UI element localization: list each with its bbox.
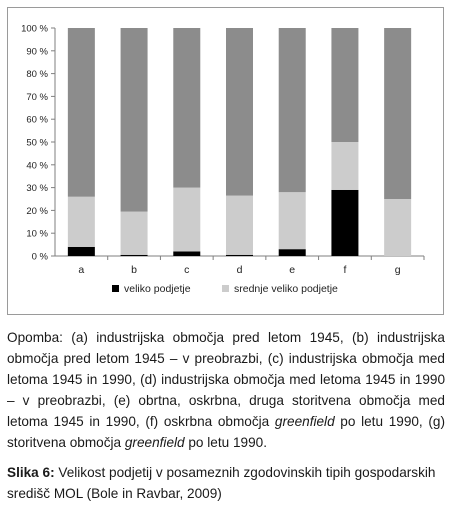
y-tick-label: 10 %	[26, 228, 48, 240]
bar-segment-d-2	[226, 196, 253, 255]
chart-note	[7, 327, 445, 453]
note-em-1: greenfield	[274, 414, 335, 429]
y-tick-label: 80 %	[26, 69, 48, 81]
bar-segment-f-3	[331, 28, 358, 142]
bar-segment-c-3	[173, 28, 200, 188]
y-tick-label: 40 %	[26, 160, 48, 172]
bar-segment-a-1	[68, 247, 95, 256]
bar-segment-d-3	[226, 28, 253, 196]
note-suffix: po letu 1990.	[184, 435, 267, 450]
bar-segment-a-2	[68, 197, 95, 247]
note-em-2: greenfield	[124, 435, 185, 450]
y-tick-label: 50 %	[26, 137, 48, 149]
bar-segment-e-1	[279, 249, 306, 256]
x-tick-label: c	[184, 264, 190, 276]
x-tick-label: g	[394, 264, 401, 276]
note-mid: po letu 1990, (g) storitvena območja	[7, 414, 445, 450]
note-prefix: Opomba: (a) industrijska območja pred letom 1945, (b) industrijska območja pred letom 1945 – v preobrazbi, (c) industrijska območja med letoma 1945 in 1990, (d) industrijska območja med letoma 1945 in 1990 – v preobrazbi, (e) obrtna, oskrbna, druga storitvena območja med letoma 1945 in 1990, (f) oskrbna območja	[7, 330, 445, 429]
bar-segment-b-1	[121, 255, 148, 256]
bar-segment-c-2	[173, 188, 200, 252]
legend-swatch	[222, 285, 229, 292]
bar-segment-g-3	[384, 28, 411, 199]
bar-segment-e-3	[279, 28, 306, 192]
caption-text: Velikost podjetij v posameznih zgodovinskih tipih gospodarskih središč MOL (Bole in Ravbar, 2009)	[7, 465, 436, 501]
y-tick-label: 30 %	[26, 183, 48, 195]
y-tick-label: 90 %	[26, 46, 48, 58]
bar-segment-g-2	[384, 199, 411, 256]
y-tick-label: 100 %	[21, 23, 48, 35]
y-tick-label: 70 %	[26, 91, 48, 103]
bar-segment-b-2	[121, 212, 148, 255]
bar-segment-f-2	[331, 142, 358, 190]
x-tick-label: a	[78, 264, 85, 276]
bar-segment-f-1	[331, 190, 358, 256]
legend-label: srednje veliko podjetje	[234, 283, 338, 295]
caption-label: Slika 6:	[7, 465, 55, 480]
legend-swatch	[112, 285, 119, 292]
y-tick-label: 60 %	[26, 114, 48, 126]
figure-caption	[7, 462, 445, 504]
x-tick-label: b	[131, 264, 137, 276]
stacked-bar-chart	[8, 8, 445, 316]
y-tick-label: 20 %	[26, 205, 48, 217]
x-tick-label: f	[343, 264, 347, 276]
bar-segment-c-1	[173, 251, 200, 256]
x-tick-label: d	[236, 264, 243, 276]
x-tick-label: e	[289, 264, 296, 276]
y-tick-label: 0 %	[31, 251, 48, 263]
bar-segment-b-3	[121, 28, 148, 212]
bar-segment-e-2	[279, 192, 306, 249]
bar-segment-a-3	[68, 28, 95, 197]
bar-segment-d-1	[226, 255, 253, 256]
chart-frame	[7, 7, 444, 315]
legend-label: veliko podjetje	[124, 283, 191, 295]
